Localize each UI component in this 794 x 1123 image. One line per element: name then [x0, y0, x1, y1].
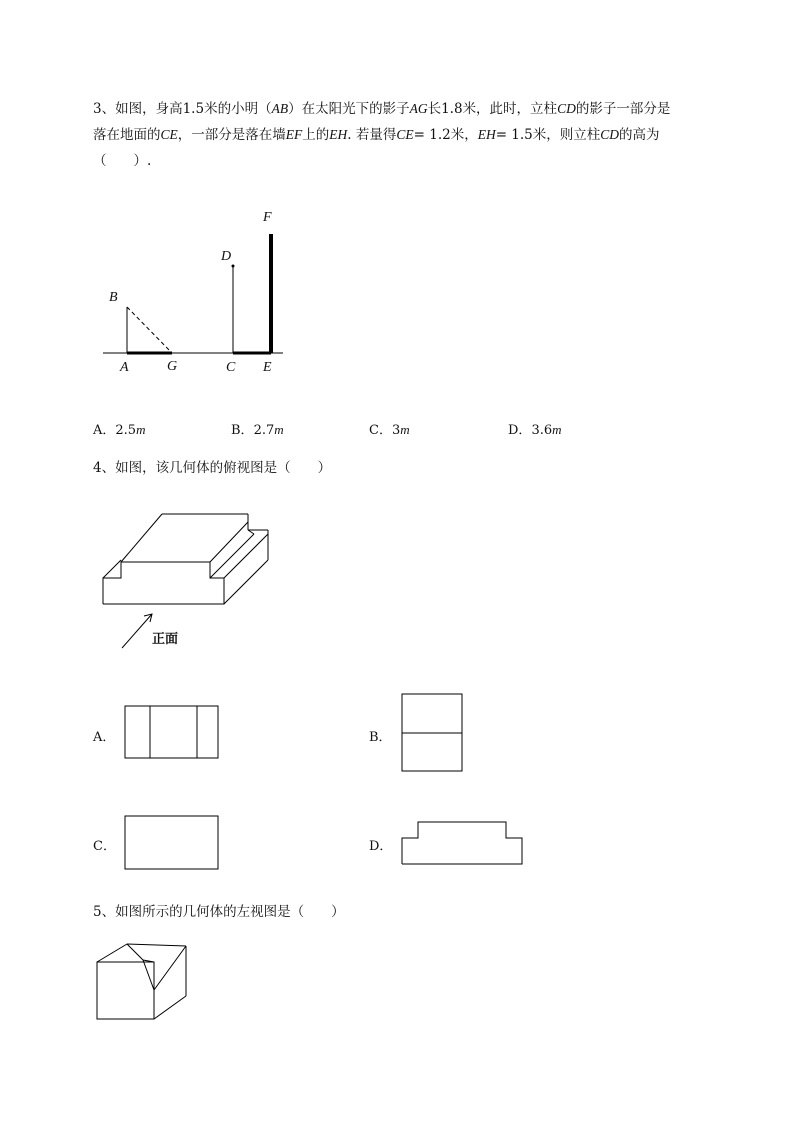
q3-option-c[interactable]: C．3m: [369, 422, 410, 438]
label-b: B: [109, 290, 118, 305]
q5-question: 5、如图所示的几何体的左视图是（ ）: [93, 904, 345, 920]
q3-option-a[interactable]: A．2.5m: [93, 422, 146, 438]
q3-line3: （ ）.: [93, 153, 152, 169]
q3-line2: 落在地面的CE，一部分是落在墙EF上的EH. 若量得CE= 1.2米，EH= 1.5米，则立柱CD的高为: [93, 127, 660, 143]
label-a: A: [120, 360, 129, 375]
q3-option-b[interactable]: B．2.7m: [231, 422, 284, 438]
q3-line1: 3、如图，身高1.5米的小明（AB）在太阳光下的影子AG长1.8米，此时，立柱CD的影子一部分是: [93, 101, 671, 117]
q4-option-a-label[interactable]: A．: [93, 730, 116, 745]
q4-question: 4、如图，该几何体的俯视图是（ ）: [93, 460, 332, 476]
label-g: G: [167, 359, 178, 374]
q3-option-d[interactable]: D．3.6m: [508, 422, 562, 438]
label-d: D: [221, 249, 232, 264]
label-c: C: [226, 360, 236, 375]
q4-option-c-label[interactable]: C．: [93, 839, 116, 854]
label-e: E: [263, 360, 272, 375]
label-f: F: [263, 210, 272, 225]
front-label: 正面: [152, 632, 179, 647]
q4-option-b-label[interactable]: B．: [369, 730, 392, 745]
q4-option-d-label[interactable]: D．: [369, 839, 393, 854]
